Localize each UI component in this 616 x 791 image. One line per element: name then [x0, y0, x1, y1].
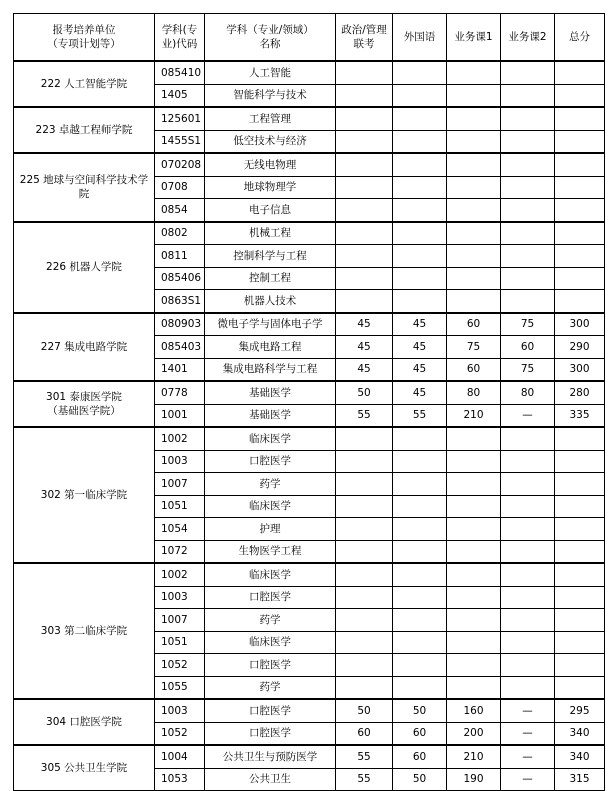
course1-cell: 160 [447, 699, 501, 722]
foreign-cell [393, 676, 447, 699]
course1-cell [447, 586, 501, 609]
major-cell: 低空技术与经济 [205, 130, 336, 153]
code-cell: 125601 [155, 107, 205, 130]
table-row [14, 222, 605, 245]
header-major-line2: 名称 [259, 38, 281, 50]
unit-name-line: 305 公共卫生学院 [40, 762, 128, 774]
code-cell: 080903 [155, 313, 205, 336]
header-code-line2: 业)代码 [161, 38, 198, 50]
major-cell: 护理 [205, 518, 336, 541]
total-cell: 300 [555, 313, 605, 336]
unit-name-line: 226 机器人学院 [46, 261, 122, 273]
foreign-cell [393, 427, 447, 450]
table-body [14, 61, 605, 791]
code-cell: 085410 [155, 61, 205, 84]
course1-cell [447, 199, 501, 222]
foreign-cell: 45 [393, 381, 447, 404]
course2-cell: — [501, 722, 555, 745]
unit-cell [14, 381, 155, 427]
course1-cell [447, 107, 501, 130]
foreign-cell [393, 199, 447, 222]
course2-cell [501, 153, 555, 176]
total-cell [555, 107, 605, 130]
foreign-cell [393, 586, 447, 609]
header-code [155, 14, 205, 62]
major-cell: 无线电物理 [205, 153, 336, 176]
politics-cell [336, 107, 393, 130]
table-row [14, 427, 605, 450]
course1-cell [447, 631, 501, 654]
table-row [14, 61, 605, 84]
course1-cell [447, 540, 501, 563]
header-unit [14, 14, 155, 62]
politics-cell [336, 473, 393, 496]
header-course2: 业务课2 [501, 14, 555, 62]
foreign-cell [393, 450, 447, 473]
major-cell: 集成电路工程 [205, 336, 336, 359]
politics-cell [336, 176, 393, 199]
total-cell [555, 631, 605, 654]
table-row [14, 699, 605, 722]
foreign-cell [393, 267, 447, 290]
course1-cell [447, 176, 501, 199]
total-cell [555, 495, 605, 518]
major-cell: 临床医学 [205, 427, 336, 450]
total-cell: 295 [555, 699, 605, 722]
foreign-cell [393, 176, 447, 199]
politics-cell [336, 654, 393, 677]
code-cell: 0708 [155, 176, 205, 199]
total-cell [555, 563, 605, 586]
foreign-cell: 60 [393, 722, 447, 745]
unit-name-line: 223 卓越工程师学院 [35, 124, 133, 136]
total-cell: 300 [555, 358, 605, 381]
major-cell: 控制工程 [205, 267, 336, 290]
course1-cell [447, 473, 501, 496]
course1-cell: 210 [447, 745, 501, 768]
unit-name-line: 225 地球与空间科学技术学 [19, 174, 149, 187]
foreign-cell: 50 [393, 699, 447, 722]
course2-cell [501, 586, 555, 609]
table-row [14, 313, 605, 336]
code-cell: 1003 [155, 450, 205, 473]
header-politics-line1: 政治/管理 [341, 24, 387, 36]
course1-cell [447, 495, 501, 518]
unit-cell [14, 222, 155, 313]
unit-name-line: 222 人工智能学院 [40, 78, 128, 90]
table-row [14, 153, 605, 176]
course1-cell: 60 [447, 358, 501, 381]
table-header [14, 14, 605, 62]
major-cell: 药学 [205, 676, 336, 699]
course2-cell [501, 84, 555, 107]
unit-name-line: 227 集成电路学院 [40, 340, 128, 353]
total-cell: 340 [555, 745, 605, 768]
course2-cell: 75 [501, 358, 555, 381]
politics-cell [336, 563, 393, 586]
header-foreign: 外国语 [393, 14, 447, 62]
table-row [14, 107, 605, 130]
code-cell: 1004 [155, 745, 205, 768]
code-cell: 0778 [155, 381, 205, 404]
total-cell [555, 176, 605, 199]
major-cell: 药学 [205, 609, 336, 632]
unit-name-line: 303 第二临床学院 [40, 625, 128, 637]
course2-cell [501, 130, 555, 153]
foreign-cell [393, 631, 447, 654]
politics-cell [336, 427, 393, 450]
course2-cell [501, 609, 555, 632]
foreign-cell: 60 [393, 745, 447, 768]
course1-cell [447, 676, 501, 699]
course2-cell [501, 631, 555, 654]
code-cell: 070208 [155, 153, 205, 176]
major-cell: 药学 [205, 473, 336, 496]
course1-cell [447, 654, 501, 677]
code-cell: 1405 [155, 84, 205, 107]
course1-cell [447, 84, 501, 107]
politics-cell: 50 [336, 381, 393, 404]
politics-cell [336, 586, 393, 609]
politics-cell [336, 222, 393, 245]
code-cell: 1051 [155, 495, 205, 518]
foreign-cell: 45 [393, 313, 447, 336]
course2-cell [501, 495, 555, 518]
politics-cell [336, 518, 393, 541]
politics-cell [336, 540, 393, 563]
total-cell [555, 609, 605, 632]
politics-cell: 55 [336, 768, 393, 791]
course2-cell: — [501, 404, 555, 427]
header-unit-line2: （专项计划等） [47, 38, 121, 50]
course1-cell: 75 [447, 336, 501, 359]
foreign-cell [393, 495, 447, 518]
course2-cell [501, 654, 555, 677]
foreign-cell [393, 563, 447, 586]
total-cell [555, 427, 605, 450]
politics-cell [336, 450, 393, 473]
politics-cell [336, 130, 393, 153]
header-major [205, 14, 336, 62]
course1-cell [447, 153, 501, 176]
unit-cell [14, 699, 155, 745]
course2-cell [501, 176, 555, 199]
unit-name-line: 302 第一临床学院 [40, 489, 128, 501]
foreign-cell [393, 84, 447, 107]
course1-cell: 60 [447, 313, 501, 336]
politics-cell [336, 61, 393, 84]
unit-cell [14, 61, 155, 107]
politics-cell [336, 199, 393, 222]
total-cell [555, 654, 605, 677]
course1-cell [447, 290, 501, 313]
course2-cell [501, 563, 555, 586]
header-politics-line2: 联考 [353, 38, 375, 50]
header-unit-line1: 报考培养单位 [52, 24, 116, 36]
course2-cell [501, 676, 555, 699]
course1-cell: 200 [447, 722, 501, 745]
foreign-cell: 55 [393, 404, 447, 427]
code-cell: 1002 [155, 427, 205, 450]
code-cell: 1054 [155, 518, 205, 541]
major-cell: 电子信息 [205, 199, 336, 222]
politics-cell [336, 676, 393, 699]
major-cell: 口腔医学 [205, 586, 336, 609]
code-cell: 1455S1 [155, 130, 205, 153]
header-course1: 业务课1 [447, 14, 501, 62]
major-cell: 生物医学工程 [205, 540, 336, 563]
foreign-cell [393, 153, 447, 176]
total-cell [555, 290, 605, 313]
major-cell: 机器人技术 [205, 290, 336, 313]
politics-cell: 45 [336, 358, 393, 381]
major-cell: 控制科学与工程 [205, 245, 336, 268]
course1-cell [447, 245, 501, 268]
politics-cell: 60 [336, 722, 393, 745]
unit-name-line: 院 [78, 188, 90, 201]
code-cell: 1001 [155, 404, 205, 427]
total-cell [555, 473, 605, 496]
course1-cell: 210 [447, 404, 501, 427]
code-cell: 1053 [155, 768, 205, 791]
politics-cell: 50 [336, 699, 393, 722]
course1-cell [447, 267, 501, 290]
course2-cell: 75 [501, 313, 555, 336]
unit-cell [14, 313, 155, 382]
total-cell [555, 245, 605, 268]
course2-cell: — [501, 699, 555, 722]
course2-cell [501, 290, 555, 313]
course2-cell [501, 450, 555, 473]
total-cell [555, 450, 605, 473]
major-cell: 工程管理 [205, 107, 336, 130]
header-major-line1: 学科（专业/领域） [226, 24, 314, 36]
unit-cell [14, 107, 155, 153]
code-cell: 1002 [155, 563, 205, 586]
foreign-cell: 45 [393, 336, 447, 359]
course2-cell: 80 [501, 381, 555, 404]
politics-cell [336, 267, 393, 290]
foreign-cell [393, 609, 447, 632]
foreign-cell [393, 222, 447, 245]
total-cell [555, 518, 605, 541]
course1-cell: 190 [447, 768, 501, 791]
foreign-cell [393, 107, 447, 130]
politics-cell [336, 84, 393, 107]
course1-cell: 80 [447, 381, 501, 404]
politics-cell: 55 [336, 404, 393, 427]
politics-cell [336, 609, 393, 632]
foreign-cell: 45 [393, 358, 447, 381]
course2-cell [501, 540, 555, 563]
total-cell [555, 586, 605, 609]
table-row [14, 745, 605, 768]
major-cell: 基础医学 [205, 381, 336, 404]
code-cell: 1052 [155, 722, 205, 745]
code-cell: 0854 [155, 199, 205, 222]
total-cell [555, 676, 605, 699]
foreign-cell [393, 518, 447, 541]
code-cell: 1007 [155, 473, 205, 496]
politics-cell: 45 [336, 336, 393, 359]
code-cell: 0863S1 [155, 290, 205, 313]
score-table [13, 13, 605, 791]
code-cell: 1003 [155, 699, 205, 722]
header-code-line1: 学科(专 [161, 24, 198, 36]
course2-cell [501, 222, 555, 245]
code-cell: 1003 [155, 586, 205, 609]
unit-cell [14, 563, 155, 699]
foreign-cell [393, 290, 447, 313]
total-cell: 335 [555, 404, 605, 427]
total-cell [555, 222, 605, 245]
table-row [14, 563, 605, 586]
course2-cell: — [501, 768, 555, 791]
politics-cell [336, 245, 393, 268]
politics-cell: 55 [336, 745, 393, 768]
code-cell: 085403 [155, 336, 205, 359]
total-cell: 280 [555, 381, 605, 404]
code-cell: 1401 [155, 358, 205, 381]
politics-cell [336, 631, 393, 654]
course2-cell [501, 473, 555, 496]
major-cell: 人工智能 [205, 61, 336, 84]
course1-cell [447, 609, 501, 632]
header-politics [336, 14, 393, 62]
code-cell: 0811 [155, 245, 205, 268]
course1-cell [447, 130, 501, 153]
code-cell: 1052 [155, 654, 205, 677]
course2-cell [501, 245, 555, 268]
unit-cell [14, 745, 155, 791]
total-cell [555, 267, 605, 290]
major-cell: 临床医学 [205, 563, 336, 586]
foreign-cell [393, 245, 447, 268]
major-cell: 临床医学 [205, 631, 336, 654]
course2-cell [501, 61, 555, 84]
major-cell: 微电子学与固体电子学 [205, 313, 336, 336]
course2-cell: — [501, 745, 555, 768]
total-cell: 315 [555, 768, 605, 791]
course2-cell [501, 107, 555, 130]
course2-cell [501, 427, 555, 450]
foreign-cell: 50 [393, 768, 447, 791]
course1-cell [447, 563, 501, 586]
course1-cell [447, 222, 501, 245]
course2-cell: 60 [501, 336, 555, 359]
unit-name-line: 304 口腔医学院 [46, 716, 122, 728]
foreign-cell [393, 540, 447, 563]
unit-cell [14, 427, 155, 563]
course2-cell [501, 199, 555, 222]
total-cell [555, 61, 605, 84]
major-cell: 机械工程 [205, 222, 336, 245]
major-cell: 公共卫生 [205, 768, 336, 791]
code-cell: 0802 [155, 222, 205, 245]
code-cell: 1051 [155, 631, 205, 654]
unit-cell [14, 153, 155, 222]
course1-cell [447, 427, 501, 450]
course2-cell [501, 267, 555, 290]
major-cell: 集成电路科学与工程 [205, 358, 336, 381]
major-cell: 公共卫生与预防医学 [205, 745, 336, 768]
major-cell: 口腔医学 [205, 654, 336, 677]
politics-cell: 45 [336, 313, 393, 336]
code-cell: 1055 [155, 676, 205, 699]
unit-name-line: 301 泰康医学院 [46, 391, 122, 403]
major-cell: 临床医学 [205, 495, 336, 518]
course1-cell [447, 450, 501, 473]
foreign-cell [393, 654, 447, 677]
major-cell: 地球物理学 [205, 176, 336, 199]
politics-cell [336, 153, 393, 176]
unit-name-line: （基础医学院） [47, 405, 121, 417]
total-cell [555, 153, 605, 176]
major-cell: 智能科学与技术 [205, 84, 336, 107]
code-cell: 085406 [155, 267, 205, 290]
header-total: 总分 [555, 14, 605, 62]
code-cell: 1007 [155, 609, 205, 632]
course1-cell [447, 518, 501, 541]
major-cell: 基础医学 [205, 404, 336, 427]
total-cell: 290 [555, 336, 605, 359]
foreign-cell [393, 473, 447, 496]
total-cell [555, 199, 605, 222]
table-row [14, 381, 605, 404]
total-cell [555, 84, 605, 107]
politics-cell [336, 495, 393, 518]
major-cell: 口腔医学 [205, 722, 336, 745]
politics-cell [336, 290, 393, 313]
total-cell: 340 [555, 722, 605, 745]
foreign-cell [393, 61, 447, 84]
course2-cell [501, 518, 555, 541]
code-cell: 1072 [155, 540, 205, 563]
major-cell: 口腔医学 [205, 450, 336, 473]
course1-cell [447, 61, 501, 84]
foreign-cell [393, 130, 447, 153]
major-cell: 口腔医学 [205, 699, 336, 722]
total-cell [555, 130, 605, 153]
total-cell [555, 540, 605, 563]
